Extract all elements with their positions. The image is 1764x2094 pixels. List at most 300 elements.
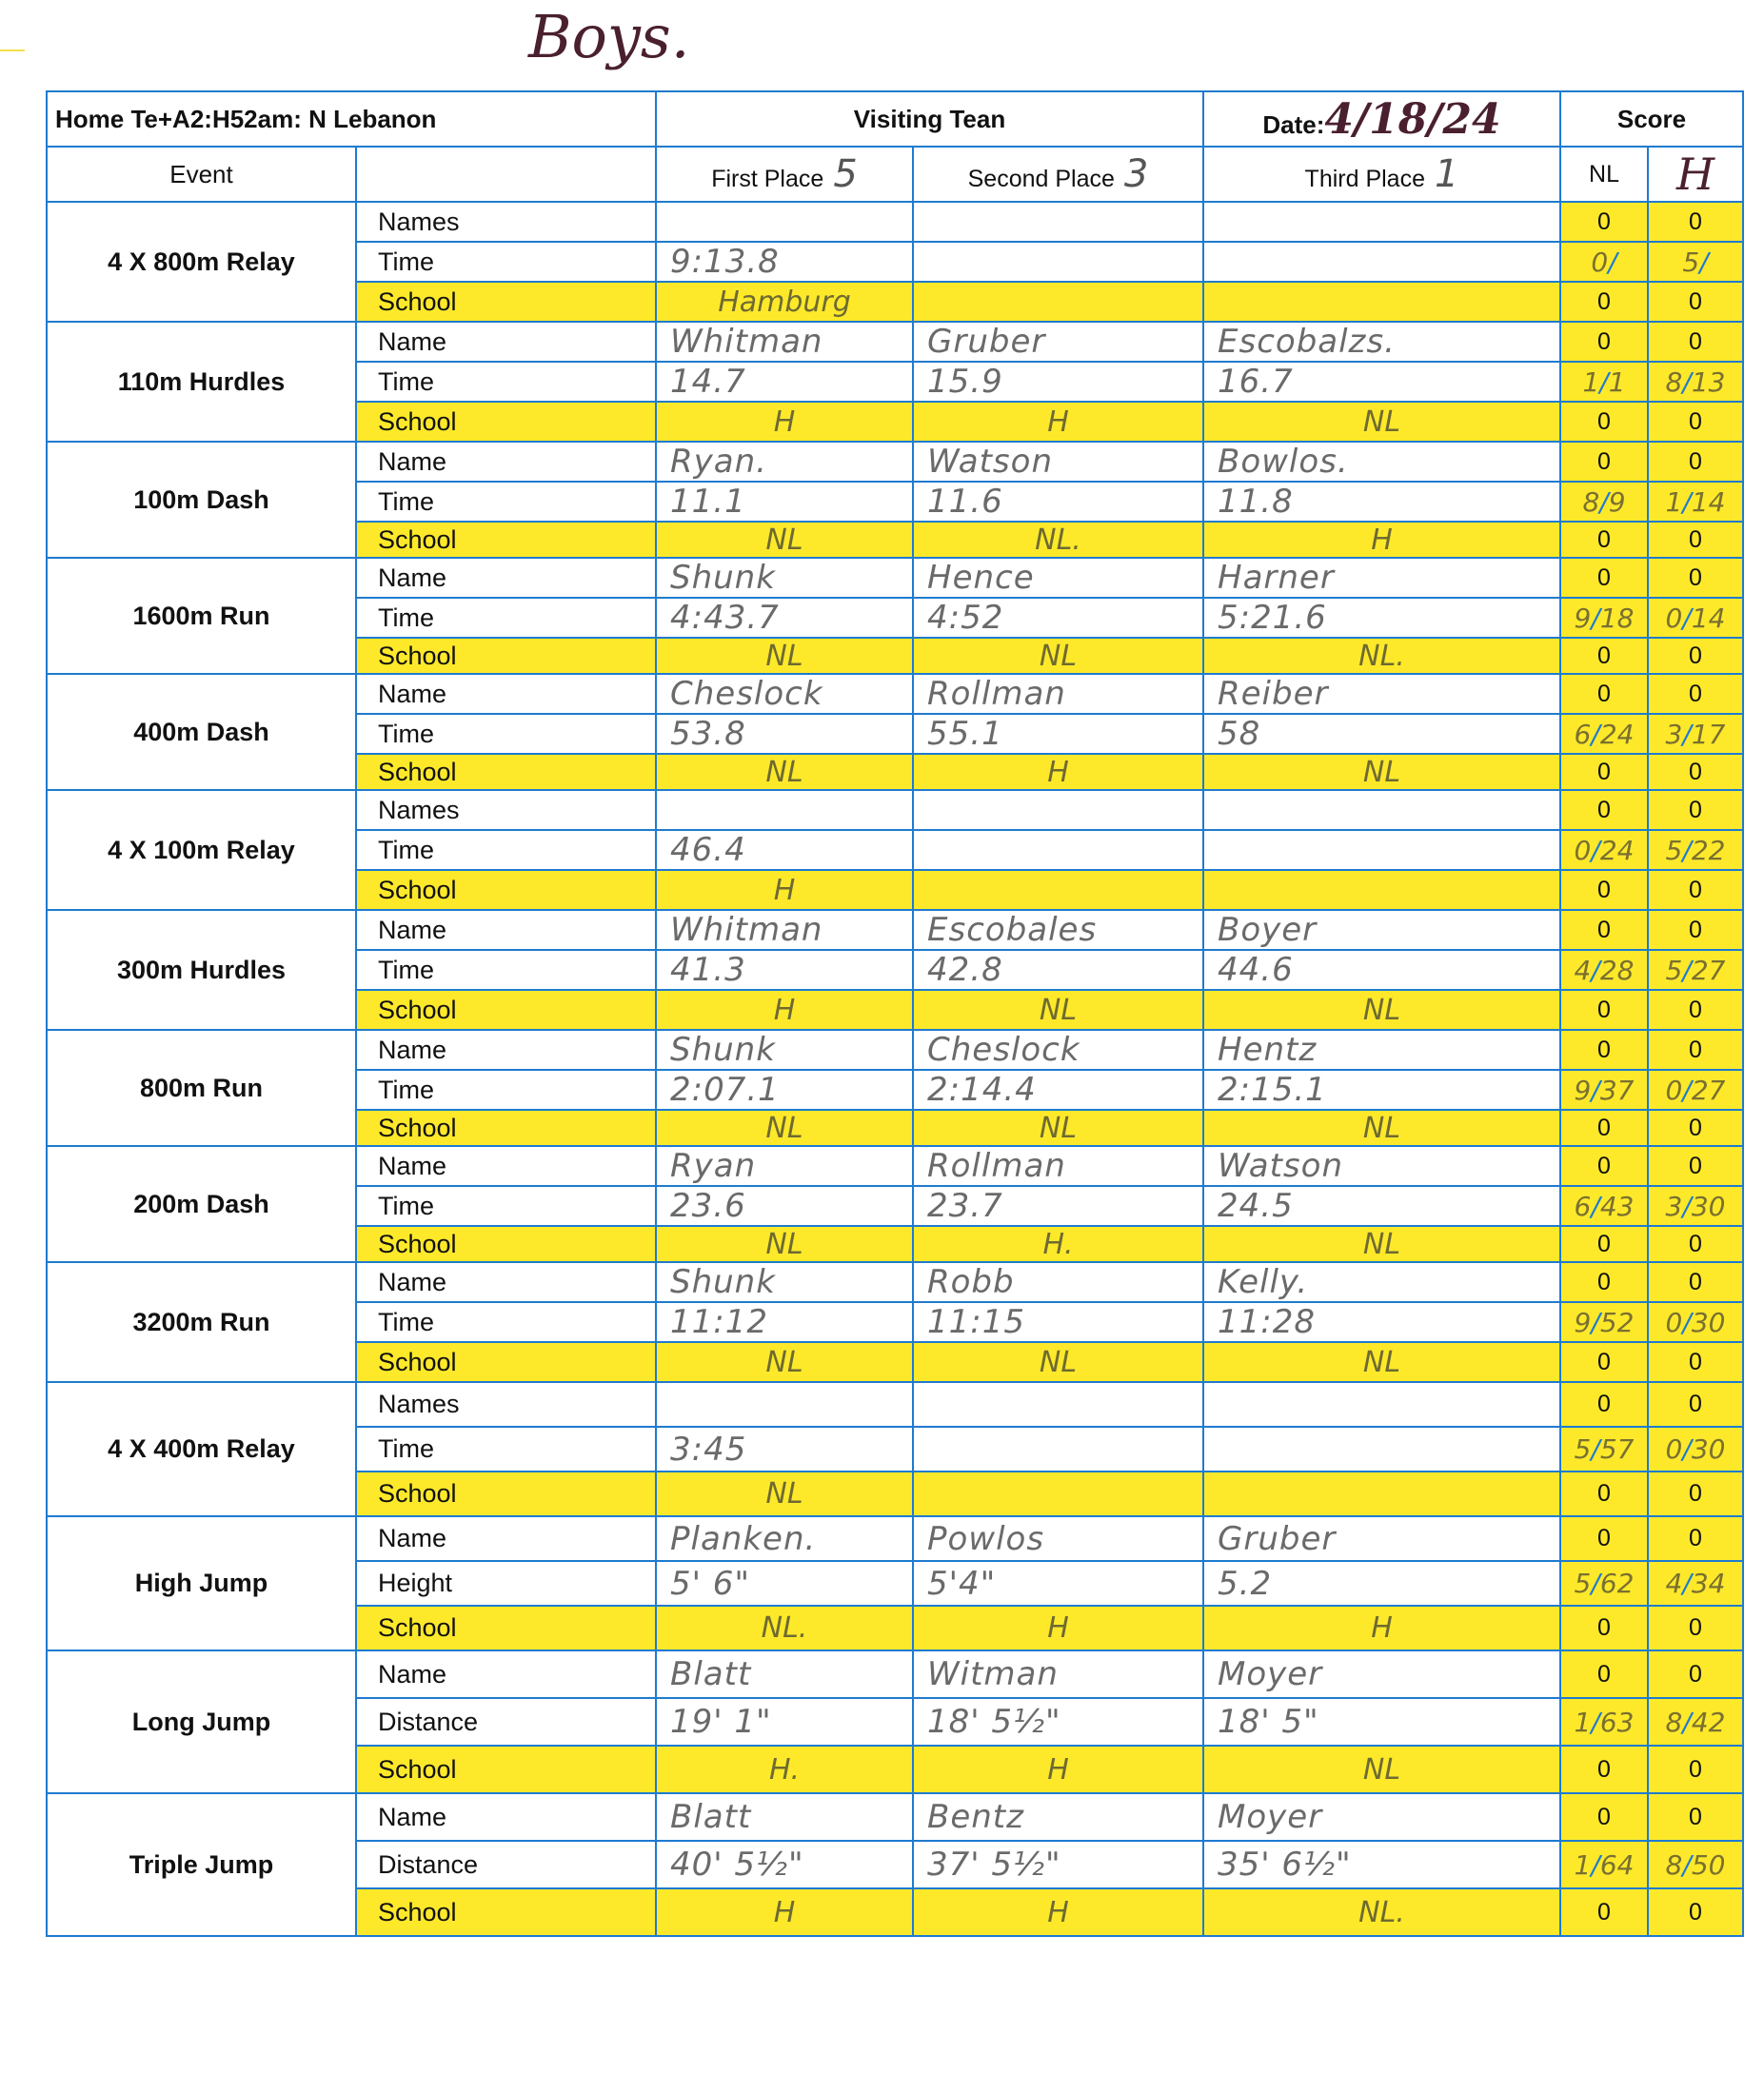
nl-event-points[interactable]: 1 xyxy=(1574,1848,1592,1881)
row-label: Name xyxy=(356,558,656,598)
h-score-cell xyxy=(1648,1110,1743,1146)
second-place-name[interactable]: Witman xyxy=(913,1650,1203,1698)
nl-score-cell xyxy=(1560,1070,1648,1110)
nl-running-total[interactable]: 43 xyxy=(1599,1190,1635,1222)
nl-score-cell xyxy=(1560,1516,1648,1561)
h-score-start: 0 xyxy=(1689,796,1702,823)
first-place-name[interactable] xyxy=(656,1382,913,1427)
score-divider-slash: / xyxy=(1608,246,1617,278)
nl-running-total[interactable]: 52 xyxy=(1599,1306,1635,1338)
third-place-school[interactable]: NL xyxy=(1203,990,1560,1030)
second-place-mark[interactable] xyxy=(913,1427,1203,1472)
h-running-total[interactable]: 14 xyxy=(1691,602,1726,634)
row-label: Name xyxy=(356,1516,656,1561)
second-place-label: Second Place xyxy=(967,166,1115,192)
second-place-header xyxy=(913,147,1203,202)
nl-score-cell xyxy=(1560,202,1648,242)
first-place-mark[interactable]: 46.4 xyxy=(656,830,913,870)
first-place-name[interactable]: Cheslock xyxy=(656,674,913,714)
third-place-name[interactable]: Harner xyxy=(1203,558,1560,598)
event-name: 800m Run xyxy=(47,1030,356,1146)
score-divider-slash: / xyxy=(1591,954,1600,986)
second-place-mark[interactable] xyxy=(913,830,1203,870)
third-place-school[interactable]: NL. xyxy=(1203,1888,1560,1936)
event-row xyxy=(47,1146,1743,1186)
first-place-mark[interactable]: 5' 6" xyxy=(656,1561,913,1606)
nl-score-cell xyxy=(1560,322,1648,362)
h-running-total[interactable]: 30 xyxy=(1691,1190,1726,1222)
h-running-total[interactable]: 50 xyxy=(1691,1848,1726,1881)
h-score-start: 0 xyxy=(1689,1036,1702,1063)
second-place-name[interactable]: Gruber xyxy=(913,322,1203,362)
row-label: Time xyxy=(356,830,656,870)
second-place-school[interactable]: NL xyxy=(913,1110,1203,1146)
h-running-total[interactable]: 13 xyxy=(1691,365,1726,398)
nl-score-start: 0 xyxy=(1597,563,1611,591)
second-place-school[interactable] xyxy=(913,870,1203,910)
third-place-name[interactable]: Gruber xyxy=(1203,1516,1560,1561)
third-place-school[interactable]: NL xyxy=(1203,1110,1560,1146)
nl-event-points[interactable]: 1 xyxy=(1582,365,1600,398)
h-event-points[interactable]: 0 xyxy=(1665,1433,1683,1465)
second-place-school[interactable]: H xyxy=(913,1888,1203,1936)
h-score-cell xyxy=(1648,558,1743,598)
second-place-name[interactable]: Escobales xyxy=(913,910,1203,950)
event-row xyxy=(47,1516,1743,1561)
nl-score-cell xyxy=(1560,1746,1648,1793)
event-name: Triple Jump xyxy=(47,1793,356,1936)
h-running-total[interactable]: 27 xyxy=(1691,954,1726,986)
third-place-name[interactable]: Hentz xyxy=(1203,1030,1560,1070)
score-divider-slash: / xyxy=(1591,1190,1600,1222)
h-score-start: 0 xyxy=(1689,1268,1702,1295)
third-place-school[interactable]: NL. xyxy=(1203,638,1560,674)
second-place-mark[interactable]: 11.6 xyxy=(913,482,1203,522)
visiting-team-header: Visiting Tean xyxy=(656,91,1203,147)
score-divider-slash: / xyxy=(1682,1706,1692,1738)
first-place-name[interactable]: Blatt xyxy=(656,1793,913,1841)
row-label: School xyxy=(356,754,656,790)
nl-score-end: 0 xyxy=(1597,642,1611,669)
nl-score-cell xyxy=(1560,1793,1648,1841)
h-running-total[interactable]: 30 xyxy=(1691,1306,1726,1338)
third-place-name[interactable] xyxy=(1203,790,1560,830)
second-place-school[interactable]: H xyxy=(913,402,1203,442)
event-name: 4 X 100m Relay xyxy=(47,790,356,910)
first-place-school[interactable]: NL. xyxy=(656,1606,913,1650)
h-event-points[interactable]: 0 xyxy=(1665,1074,1683,1106)
h-score-cell xyxy=(1648,522,1743,558)
third-place-mark[interactable]: 5:21.6 xyxy=(1203,598,1560,638)
first-place-name[interactable] xyxy=(656,202,913,242)
third-place-mark[interactable]: 16.7 xyxy=(1203,362,1560,402)
first-place-school[interactable]: NL xyxy=(656,522,913,558)
first-place-mark[interactable]: 53.8 xyxy=(656,714,913,754)
h-score-start: 0 xyxy=(1689,447,1702,475)
event-row xyxy=(47,1650,1743,1698)
nl-event-points[interactable]: 9 xyxy=(1574,1306,1592,1338)
h-score-cell xyxy=(1648,282,1743,322)
h-event-points[interactable]: 5 xyxy=(1682,246,1700,278)
score-divider-slash: / xyxy=(1591,718,1600,750)
event-row xyxy=(47,790,1743,830)
first-place-school[interactable]: H xyxy=(656,1888,913,1936)
h-running-total[interactable]: 22 xyxy=(1691,834,1726,866)
second-place-school[interactable] xyxy=(913,1472,1203,1516)
row-label: School xyxy=(356,1342,656,1382)
third-place-mark[interactable]: 35' 6½" xyxy=(1203,1841,1560,1888)
second-place-name[interactable]: Bentz xyxy=(913,1793,1203,1841)
nl-event-points[interactable]: 4 xyxy=(1574,954,1592,986)
third-place-name[interactable]: Moyer xyxy=(1203,1650,1560,1698)
third-place-school[interactable]: NL xyxy=(1203,754,1560,790)
nl-score-cell xyxy=(1560,1030,1648,1070)
first-place-mark[interactable]: 4:43.7 xyxy=(656,598,913,638)
row-label: School xyxy=(356,522,656,558)
h-event-points[interactable]: 3 xyxy=(1665,718,1683,750)
score-divider-slash: / xyxy=(1682,602,1692,634)
third-place-mark[interactable] xyxy=(1203,242,1560,282)
third-place-school[interactable]: NL xyxy=(1203,402,1560,442)
first-place-school[interactable]: H xyxy=(656,402,913,442)
third-place-mark[interactable]: 58 xyxy=(1203,714,1560,754)
second-place-name[interactable]: Rollman xyxy=(913,674,1203,714)
nl-running-total[interactable]: 9 xyxy=(1608,485,1626,518)
nl-running-total[interactable]: 63 xyxy=(1599,1706,1635,1738)
second-place-school[interactable]: H xyxy=(913,1606,1203,1650)
nl-score-end: 0 xyxy=(1597,1230,1611,1257)
row-label: Names xyxy=(356,790,656,830)
second-place-school[interactable]: H. xyxy=(913,1226,1203,1262)
event-name: 110m Hurdles xyxy=(47,322,356,442)
event-name: 3200m Run xyxy=(47,1262,356,1382)
third-place-name[interactable] xyxy=(1203,202,1560,242)
first-place-school[interactable]: NL xyxy=(656,1226,913,1262)
nl-score-end: 0 xyxy=(1597,758,1611,785)
h-event-points[interactable]: 3 xyxy=(1665,1190,1683,1222)
nl-score-cell xyxy=(1560,1382,1648,1427)
first-place-name[interactable]: Shunk xyxy=(656,1030,913,1070)
second-place-mark[interactable]: 5'4" xyxy=(913,1561,1203,1606)
second-place-school[interactable]: NL xyxy=(913,990,1203,1030)
second-place-name[interactable]: Rollman xyxy=(913,1146,1203,1186)
nl-score-start: 0 xyxy=(1597,1268,1611,1295)
second-place-school[interactable]: NL xyxy=(913,1342,1203,1382)
h-score-cell xyxy=(1648,870,1743,910)
h-score-cell xyxy=(1648,362,1743,402)
second-place-name[interactable]: Robb xyxy=(913,1262,1203,1302)
second-place-school[interactable] xyxy=(913,282,1203,322)
third-place-school[interactable]: NL xyxy=(1203,1226,1560,1262)
nl-running-total[interactable]: 1 xyxy=(1608,365,1626,398)
third-place-school[interactable]: H xyxy=(1203,1606,1560,1650)
nl-score-cell xyxy=(1560,950,1648,990)
first-place-school[interactable]: H xyxy=(656,990,913,1030)
third-place-school[interactable]: NL xyxy=(1203,1342,1560,1382)
h-score-end: 0 xyxy=(1689,1614,1702,1641)
row-label: School xyxy=(356,1746,656,1793)
date-value[interactable]: 4/18/24 xyxy=(1324,94,1501,144)
first-place-school[interactable]: Hamburg xyxy=(656,282,913,322)
third-place-mark[interactable]: 11:28 xyxy=(1203,1302,1560,1342)
first-place-school[interactable]: NL xyxy=(656,1342,913,1382)
third-place-name[interactable]: Kelly. xyxy=(1203,1262,1560,1302)
second-place-name[interactable] xyxy=(913,1382,1203,1427)
second-place-name[interactable]: Watson xyxy=(913,442,1203,482)
third-place-mark[interactable] xyxy=(1203,1427,1560,1472)
second-place-mark[interactable]: 11:15 xyxy=(913,1302,1203,1342)
second-place-name[interactable] xyxy=(913,790,1203,830)
nl-score-start: 0 xyxy=(1597,1152,1611,1179)
third-place-points: 1 xyxy=(1435,152,1459,196)
h-event-points[interactable]: 5 xyxy=(1665,834,1683,866)
third-place-school[interactable] xyxy=(1203,870,1560,910)
h-score-cell xyxy=(1648,1516,1743,1561)
score-divider-slash: / xyxy=(1591,834,1600,866)
first-place-header xyxy=(656,147,913,202)
nl-running-total[interactable]: 24 xyxy=(1599,718,1635,750)
h-score-cell xyxy=(1648,1650,1743,1698)
nl-event-points[interactable]: 1 xyxy=(1574,1706,1592,1738)
date-label: Date: xyxy=(1262,109,1325,139)
h-score-cell xyxy=(1648,1888,1743,1936)
nl-event-points[interactable]: 8 xyxy=(1582,485,1600,518)
nl-running-total[interactable]: 62 xyxy=(1599,1568,1635,1599)
first-place-mark[interactable]: 2:07.1 xyxy=(656,1070,913,1110)
h-score-cell xyxy=(1648,1427,1743,1472)
nl-score-cell xyxy=(1560,754,1648,790)
score-divider-slash: / xyxy=(1682,834,1692,866)
score-divider-slash: / xyxy=(1599,365,1609,398)
nl-score-header: NL xyxy=(1560,147,1648,202)
second-place-mark[interactable]: 18' 5½" xyxy=(913,1698,1203,1746)
second-place-mark[interactable]: 42.8 xyxy=(913,950,1203,990)
h-score-start: 0 xyxy=(1689,1152,1702,1179)
date-cell xyxy=(1203,91,1560,147)
nl-event-points[interactable]: 0 xyxy=(1574,834,1592,866)
h-score-cell xyxy=(1648,910,1743,950)
h-running-total[interactable]: 42 xyxy=(1691,1706,1726,1738)
score-divider-slash: / xyxy=(1682,954,1692,986)
h-score-cell xyxy=(1648,322,1743,362)
event-name: 1600m Run xyxy=(47,558,356,674)
h-event-points[interactable]: 4 xyxy=(1665,1568,1683,1599)
event-row xyxy=(47,1793,1743,1841)
h-event-points[interactable]: 5 xyxy=(1665,954,1683,986)
event-header: Event xyxy=(47,147,356,202)
nl-running-total[interactable]: 37 xyxy=(1599,1074,1635,1106)
third-place-school[interactable]: NL xyxy=(1203,1746,1560,1793)
nl-score-end: 0 xyxy=(1597,525,1611,553)
h-event-points[interactable]: 0 xyxy=(1665,602,1683,634)
nl-running-total[interactable]: 64 xyxy=(1599,1848,1635,1881)
handwritten-annotation: Boys. xyxy=(528,2,690,71)
third-place-name[interactable]: Bowlos. xyxy=(1203,442,1560,482)
row-label: School xyxy=(356,1226,656,1262)
third-place-name[interactable]: Escobalzs. xyxy=(1203,322,1560,362)
row-label: School xyxy=(356,282,656,322)
first-place-mark[interactable]: 40' 5½" xyxy=(656,1841,913,1888)
first-place-name[interactable] xyxy=(656,790,913,830)
score-divider-slash: / xyxy=(1699,246,1709,278)
nl-running-total[interactable]: 24 xyxy=(1599,834,1635,866)
nl-score-cell xyxy=(1560,638,1648,674)
score-divider-slash: / xyxy=(1591,1848,1600,1881)
second-place-mark[interactable]: 23.7 xyxy=(913,1186,1203,1226)
third-place-name[interactable]: Watson xyxy=(1203,1146,1560,1186)
nl-score-cell xyxy=(1560,522,1648,558)
nl-score-end: 0 xyxy=(1597,407,1611,435)
score-divider-slash: / xyxy=(1682,1190,1692,1222)
first-place-name[interactable]: Ryan xyxy=(656,1146,913,1186)
row-label: Name xyxy=(356,1146,656,1186)
second-place-name[interactable]: Powlos xyxy=(913,1516,1203,1561)
row-label: School xyxy=(356,402,656,442)
nl-event-points[interactable]: 6 xyxy=(1574,1190,1592,1222)
nl-event-points[interactable]: 5 xyxy=(1574,1568,1592,1599)
event-row xyxy=(47,558,1743,598)
nl-event-points[interactable]: 5 xyxy=(1574,1433,1592,1465)
h-running-total[interactable]: 27 xyxy=(1691,1074,1726,1106)
nl-score-cell xyxy=(1560,558,1648,598)
first-place-name[interactable]: Whitman xyxy=(656,910,913,950)
h-score-end: 0 xyxy=(1689,1230,1702,1257)
third-place-name[interactable]: Reiber xyxy=(1203,674,1560,714)
third-place-mark[interactable]: 11.8 xyxy=(1203,482,1560,522)
second-place-school[interactable]: NL xyxy=(913,638,1203,674)
h-score-cell xyxy=(1648,790,1743,830)
first-place-school[interactable]: NL xyxy=(656,638,913,674)
nl-running-total[interactable]: 18 xyxy=(1599,602,1635,634)
third-place-mark[interactable] xyxy=(1203,830,1560,870)
first-place-name[interactable]: Shunk xyxy=(656,1262,913,1302)
nl-score-cell xyxy=(1560,1262,1648,1302)
first-place-mark[interactable]: 9:13.8 xyxy=(656,242,913,282)
h-score-cell xyxy=(1648,1186,1743,1226)
second-place-mark[interactable]: 2:14.4 xyxy=(913,1070,1203,1110)
second-place-name[interactable] xyxy=(913,202,1203,242)
third-place-name[interactable] xyxy=(1203,1382,1560,1427)
third-place-school[interactable] xyxy=(1203,1472,1560,1516)
event-name: 300m Hurdles xyxy=(47,910,356,1030)
third-place-school[interactable] xyxy=(1203,282,1560,322)
nl-score-cell xyxy=(1560,1427,1648,1472)
first-place-mark[interactable]: 14.7 xyxy=(656,362,913,402)
h-running-total[interactable]: 30 xyxy=(1691,1433,1726,1465)
score-divider-slash: / xyxy=(1682,1306,1692,1338)
nl-score-end: 0 xyxy=(1597,876,1611,903)
h-event-points[interactable]: 1 xyxy=(1665,485,1683,518)
event-name: 100m Dash xyxy=(47,442,356,558)
nl-score-cell xyxy=(1560,1698,1648,1746)
h-score-end: 0 xyxy=(1689,758,1702,785)
event-name: Long Jump xyxy=(47,1650,356,1793)
nl-score-cell xyxy=(1560,1561,1648,1606)
h-running-total[interactable]: 14 xyxy=(1691,485,1726,518)
nl-event-points[interactable]: 9 xyxy=(1574,1074,1592,1106)
first-place-name[interactable]: Whitman xyxy=(656,322,913,362)
first-place-school[interactable]: NL xyxy=(656,754,913,790)
row-label: Time xyxy=(356,362,656,402)
h-score-cell xyxy=(1648,1030,1743,1070)
third-place-school[interactable]: H xyxy=(1203,522,1560,558)
row-label: Name xyxy=(356,1262,656,1302)
nl-score-cell xyxy=(1560,402,1648,442)
h-score-start: 0 xyxy=(1689,1660,1702,1688)
third-place-mark[interactable]: 24.5 xyxy=(1203,1186,1560,1226)
second-place-mark[interactable]: 15.9 xyxy=(913,362,1203,402)
second-place-mark[interactable]: 4:52 xyxy=(913,598,1203,638)
nl-score-cell xyxy=(1560,790,1648,830)
row-label: School xyxy=(356,1110,656,1146)
second-place-name[interactable]: Cheslock xyxy=(913,1030,1203,1070)
nl-event-points[interactable]: 6 xyxy=(1574,718,1592,750)
third-place-mark[interactable]: 44.6 xyxy=(1203,950,1560,990)
first-place-mark[interactable]: 23.6 xyxy=(656,1186,913,1226)
first-place-school[interactable]: H. xyxy=(656,1746,913,1793)
h-score-cell xyxy=(1648,1746,1743,1793)
second-place-school[interactable]: H xyxy=(913,1746,1203,1793)
second-place-school[interactable]: H xyxy=(913,754,1203,790)
h-running-total[interactable]: 34 xyxy=(1691,1568,1726,1599)
h-score-cell xyxy=(1648,402,1743,442)
h-score-cell xyxy=(1648,1070,1743,1110)
nl-running-total[interactable]: 28 xyxy=(1599,954,1635,986)
first-place-name[interactable]: Ryan. xyxy=(656,442,913,482)
nl-running-total[interactable]: 57 xyxy=(1599,1433,1635,1465)
nl-score-cell xyxy=(1560,362,1648,402)
h-score-end: 0 xyxy=(1689,1898,1702,1926)
nl-score-cell xyxy=(1560,598,1648,638)
first-place-school[interactable]: NL xyxy=(656,1472,913,1516)
first-place-name[interactable]: Shunk xyxy=(656,558,913,598)
h-event-points[interactable]: 8 xyxy=(1665,365,1683,398)
second-place-name[interactable]: Hence xyxy=(913,558,1203,598)
event-row xyxy=(47,910,1743,950)
first-place-school[interactable]: NL xyxy=(656,1110,913,1146)
first-place-mark[interactable]: 11:12 xyxy=(656,1302,913,1342)
second-place-mark[interactable] xyxy=(913,242,1203,282)
first-place-mark[interactable]: 41.3 xyxy=(656,950,913,990)
first-place-mark[interactable]: 3:45 xyxy=(656,1427,913,1472)
nl-score-cell xyxy=(1560,1888,1648,1936)
third-place-name[interactable]: Moyer xyxy=(1203,1793,1560,1841)
nl-event-points[interactable]: 9 xyxy=(1574,602,1592,634)
first-place-school[interactable]: H xyxy=(656,870,913,910)
second-place-school[interactable]: NL. xyxy=(913,522,1203,558)
third-place-mark[interactable]: 18' 5" xyxy=(1203,1698,1560,1746)
first-place-name[interactable]: Planken. xyxy=(656,1516,913,1561)
third-place-mark[interactable]: 5.2 xyxy=(1203,1561,1560,1606)
second-place-mark[interactable]: 55.1 xyxy=(913,714,1203,754)
second-place-mark[interactable]: 37' 5½" xyxy=(913,1841,1203,1888)
h-score-end: 0 xyxy=(1689,1755,1702,1783)
h-running-total[interactable]: 17 xyxy=(1691,718,1726,750)
row-label: School xyxy=(356,1888,656,1936)
nl-score-end: 0 xyxy=(1597,1898,1611,1926)
nl-event-points[interactable]: 0 xyxy=(1591,246,1609,278)
track-meet-score-sheet xyxy=(46,90,1744,1937)
first-place-name[interactable]: Blatt xyxy=(656,1650,913,1698)
first-place-mark[interactable]: 19' 1" xyxy=(656,1698,913,1746)
h-event-points[interactable]: 0 xyxy=(1665,1306,1683,1338)
h-score-end: 0 xyxy=(1689,525,1702,553)
h-event-points[interactable]: 8 xyxy=(1665,1848,1683,1881)
h-event-points[interactable]: 8 xyxy=(1665,1706,1683,1738)
first-place-mark[interactable]: 11.1 xyxy=(656,482,913,522)
third-place-name[interactable]: Boyer xyxy=(1203,910,1560,950)
third-place-mark[interactable]: 2:15.1 xyxy=(1203,1070,1560,1110)
